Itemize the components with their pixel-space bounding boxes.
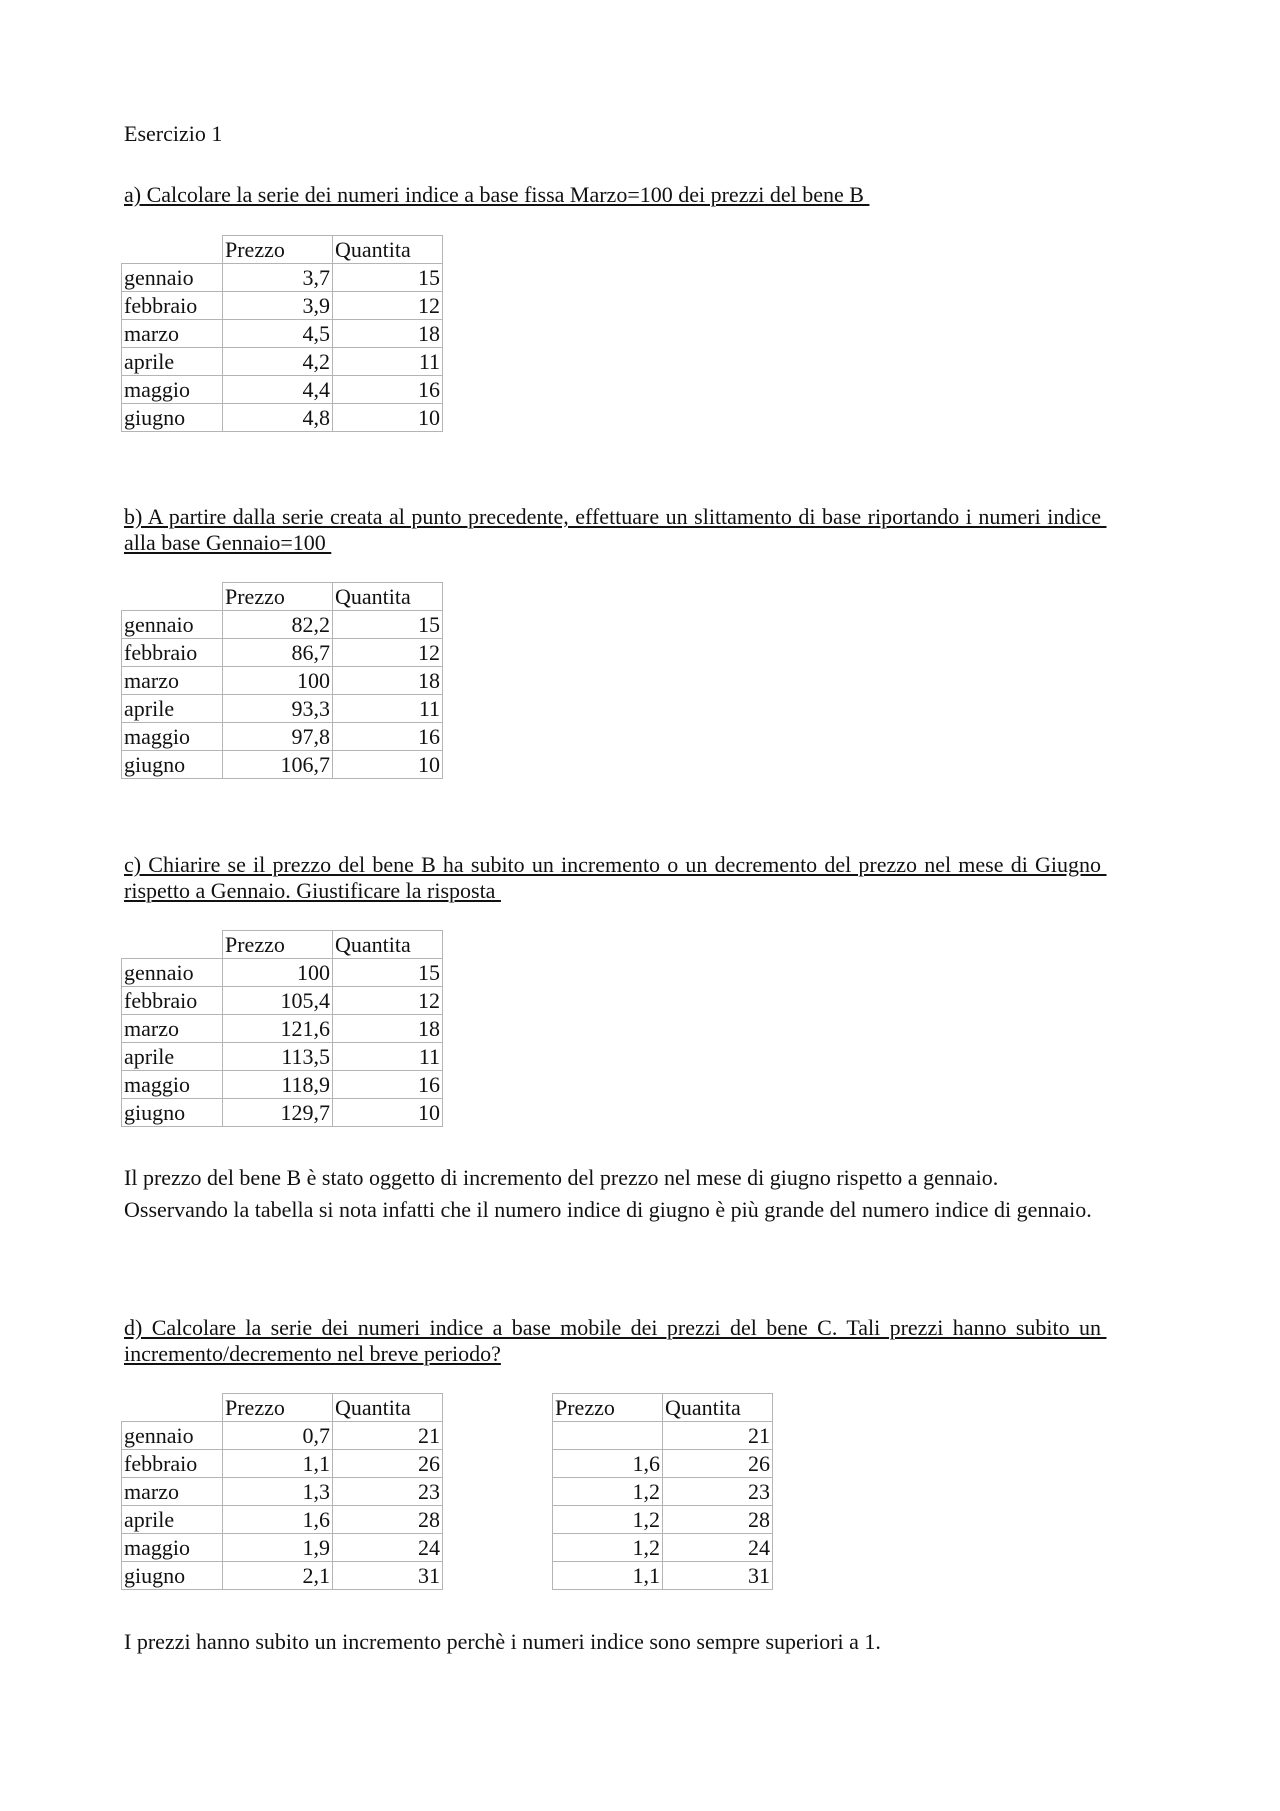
exercise-title: Esercizio 1 bbox=[124, 121, 223, 146]
quantity-cell: 10 bbox=[333, 1099, 443, 1127]
month-cell: febbraio bbox=[122, 292, 223, 320]
table-row bbox=[122, 348, 443, 376]
table-row bbox=[122, 1422, 443, 1450]
month-cell: maggio bbox=[122, 723, 223, 751]
answer-c-line1: Il prezzo del bene B è stato oggetto di incremento del prezzo nel mese di giugno rispetto a gennaio. bbox=[124, 1165, 999, 1190]
quantity-cell: 28 bbox=[333, 1506, 443, 1534]
table-row bbox=[122, 320, 443, 348]
table-row bbox=[122, 1478, 443, 1506]
month-cell: giugno bbox=[122, 1099, 223, 1127]
month-cell: aprile bbox=[122, 695, 223, 723]
table-row bbox=[122, 1506, 443, 1534]
month-cell: giugno bbox=[122, 404, 223, 432]
month-cell: marzo bbox=[122, 320, 223, 348]
price-cell: 86,7 bbox=[223, 639, 333, 667]
quantity-cell: 15 bbox=[333, 611, 443, 639]
table-row bbox=[122, 1099, 443, 1127]
table-row bbox=[553, 1534, 773, 1562]
table-row bbox=[122, 611, 443, 639]
month-cell: gennaio bbox=[122, 959, 223, 987]
price-cell: 118,9 bbox=[223, 1071, 333, 1099]
quantity-cell: 15 bbox=[333, 264, 443, 292]
quantity-cell: 31 bbox=[663, 1562, 773, 1590]
table-row bbox=[122, 292, 443, 320]
month-cell: maggio bbox=[122, 1534, 223, 1562]
quantity-header: Quantita bbox=[333, 1394, 443, 1422]
month-cell: maggio bbox=[122, 1071, 223, 1099]
quantity-cell: 24 bbox=[663, 1534, 773, 1562]
price-cell: 93,3 bbox=[223, 695, 333, 723]
quantity-cell: 16 bbox=[333, 723, 443, 751]
table-header-row bbox=[553, 1394, 773, 1422]
table-row bbox=[122, 1015, 443, 1043]
table-header-row bbox=[122, 1394, 443, 1422]
table-row bbox=[122, 264, 443, 292]
question-c: c) Chiarire se il prezzo del bene B ha subito un incremento o un decremento del prezzo nel mese di Giugno rispetto a Gennaio. Giustificare la risposta bbox=[124, 852, 1107, 903]
quantity-cell: 24 bbox=[333, 1534, 443, 1562]
table-row bbox=[553, 1422, 773, 1450]
quantity-header: Quantita bbox=[333, 931, 443, 959]
quantity-cell: 11 bbox=[333, 695, 443, 723]
index-cell: 1,1 bbox=[553, 1562, 663, 1590]
price-cell: 1,3 bbox=[223, 1478, 333, 1506]
table-header-row bbox=[122, 931, 443, 959]
answer-c-line2: Osservando la tabella si nota infatti che il numero indice di giugno è più grande del numero indice di gennaio. bbox=[124, 1197, 1092, 1222]
index-cell: 1,2 bbox=[553, 1506, 663, 1534]
price-cell: 3,9 bbox=[223, 292, 333, 320]
price-cell: 129,7 bbox=[223, 1099, 333, 1127]
quantity-cell: 12 bbox=[333, 639, 443, 667]
price-cell: 4,8 bbox=[223, 404, 333, 432]
table-row bbox=[122, 404, 443, 432]
quantity-cell: 23 bbox=[333, 1478, 443, 1506]
price-cell: 2,1 bbox=[223, 1562, 333, 1590]
table-row bbox=[122, 1071, 443, 1099]
table-d-index bbox=[552, 1393, 773, 1590]
quantity-cell: 21 bbox=[333, 1422, 443, 1450]
quantity-cell: 10 bbox=[333, 751, 443, 779]
price-cell: 4,5 bbox=[223, 320, 333, 348]
question-a: a) Calcolare la serie dei numeri indice a base fissa Marzo=100 dei prezzi del bene B bbox=[124, 182, 870, 207]
table-header-row bbox=[122, 236, 443, 264]
price-cell: 113,5 bbox=[223, 1043, 333, 1071]
quantity-cell: 16 bbox=[333, 376, 443, 404]
table-row bbox=[553, 1478, 773, 1506]
month-cell: gennaio bbox=[122, 1422, 223, 1450]
table-header-row bbox=[122, 583, 443, 611]
table-row bbox=[122, 959, 443, 987]
quantity-cell: 15 bbox=[333, 959, 443, 987]
price-header: Prezzo bbox=[223, 583, 333, 611]
price-cell: 82,2 bbox=[223, 611, 333, 639]
price-cell: 1,1 bbox=[223, 1450, 333, 1478]
quantity-header: Quantita bbox=[333, 236, 443, 264]
quantity-cell: 18 bbox=[333, 1015, 443, 1043]
month-cell: febbraio bbox=[122, 639, 223, 667]
quantity-cell: 16 bbox=[333, 1071, 443, 1099]
table-row bbox=[553, 1450, 773, 1478]
month-cell: gennaio bbox=[122, 611, 223, 639]
month-cell: giugno bbox=[122, 751, 223, 779]
price-header: Prezzo bbox=[553, 1394, 663, 1422]
price-header: Prezzo bbox=[223, 1394, 333, 1422]
price-cell: 97,8 bbox=[223, 723, 333, 751]
quantity-cell: 21 bbox=[663, 1422, 773, 1450]
index-cell: 1,2 bbox=[553, 1534, 663, 1562]
price-cell: 121,6 bbox=[223, 1015, 333, 1043]
quantity-cell: 11 bbox=[333, 1043, 443, 1071]
month-cell: febbraio bbox=[122, 1450, 223, 1478]
quantity-cell: 18 bbox=[333, 667, 443, 695]
quantity-cell: 31 bbox=[333, 1562, 443, 1590]
quantity-cell: 10 bbox=[333, 404, 443, 432]
quantity-header: Quantita bbox=[333, 583, 443, 611]
table-row bbox=[122, 1450, 443, 1478]
month-cell: aprile bbox=[122, 348, 223, 376]
quantity-header: Quantita bbox=[663, 1394, 773, 1422]
table-row bbox=[122, 987, 443, 1015]
price-cell: 4,2 bbox=[223, 348, 333, 376]
table-row bbox=[122, 667, 443, 695]
table-row bbox=[122, 751, 443, 779]
table-row bbox=[122, 695, 443, 723]
question-d: d) Calcolare la serie dei numeri indice a base mobile dei prezzi del bene C. Tali prezzi hanno subito un incremento/decremento nel breve periodo? bbox=[124, 1315, 1107, 1366]
price-cell: 0,7 bbox=[223, 1422, 333, 1450]
quantity-cell: 11 bbox=[333, 348, 443, 376]
price-cell: 3,7 bbox=[223, 264, 333, 292]
table-b bbox=[121, 582, 443, 779]
table-row bbox=[122, 723, 443, 751]
price-cell: 100 bbox=[223, 667, 333, 695]
table-c bbox=[121, 930, 443, 1127]
table-a bbox=[121, 235, 443, 432]
quantity-cell: 23 bbox=[663, 1478, 773, 1506]
quantity-cell: 12 bbox=[333, 292, 443, 320]
month-cell: aprile bbox=[122, 1506, 223, 1534]
table-row bbox=[122, 1043, 443, 1071]
index-cell bbox=[553, 1422, 663, 1450]
month-cell: gennaio bbox=[122, 264, 223, 292]
month-cell: marzo bbox=[122, 667, 223, 695]
price-cell: 105,4 bbox=[223, 987, 333, 1015]
table-row bbox=[553, 1562, 773, 1590]
price-header: Prezzo bbox=[223, 931, 333, 959]
price-header: Prezzo bbox=[223, 236, 333, 264]
answer-d: I prezzi hanno subito un incremento perchè i numeri indice sono sempre superiori a 1. bbox=[124, 1629, 881, 1654]
price-cell: 106,7 bbox=[223, 751, 333, 779]
quantity-cell: 12 bbox=[333, 987, 443, 1015]
quantity-cell: 26 bbox=[333, 1450, 443, 1478]
price-cell: 1,6 bbox=[223, 1506, 333, 1534]
month-cell: marzo bbox=[122, 1015, 223, 1043]
table-row bbox=[122, 639, 443, 667]
price-cell: 4,4 bbox=[223, 376, 333, 404]
price-cell: 100 bbox=[223, 959, 333, 987]
index-cell: 1,2 bbox=[553, 1478, 663, 1506]
month-cell: giugno bbox=[122, 1562, 223, 1590]
month-cell: marzo bbox=[122, 1478, 223, 1506]
table-row bbox=[122, 1534, 443, 1562]
month-cell: maggio bbox=[122, 376, 223, 404]
quantity-cell: 26 bbox=[663, 1450, 773, 1478]
month-cell: febbraio bbox=[122, 987, 223, 1015]
question-b: b) A partire dalla serie creata al punto precedente, effettuare un slittamento di base riportando i numeri indice alla base Gennaio=100 bbox=[124, 504, 1107, 555]
table-row bbox=[122, 376, 443, 404]
table-row bbox=[122, 1562, 443, 1590]
month-cell: aprile bbox=[122, 1043, 223, 1071]
price-cell: 1,9 bbox=[223, 1534, 333, 1562]
quantity-cell: 18 bbox=[333, 320, 443, 348]
index-cell: 1,6 bbox=[553, 1450, 663, 1478]
quantity-cell: 28 bbox=[663, 1506, 773, 1534]
table-d-prices bbox=[121, 1393, 443, 1590]
table-row bbox=[553, 1506, 773, 1534]
